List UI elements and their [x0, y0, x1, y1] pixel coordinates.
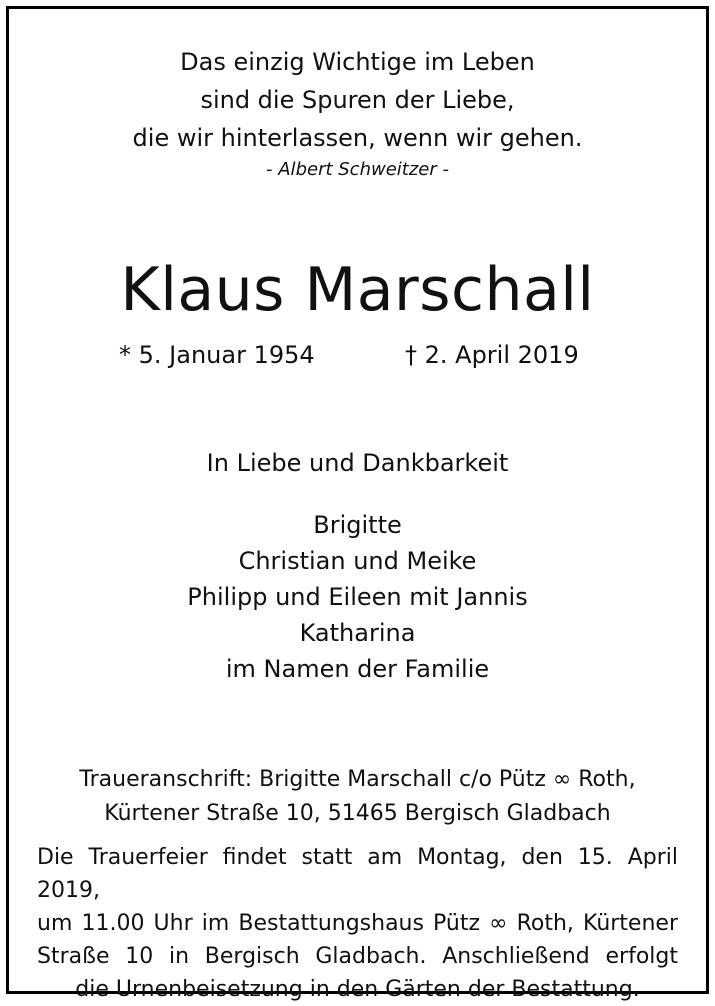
death-date: † 2. April 2019	[405, 341, 579, 369]
family-member: im Namen der Familie	[225, 655, 490, 683]
mourning-address	[9, 763, 706, 831]
quote-line: sind die Spuren der Liebe,	[200, 86, 515, 114]
family-list	[9, 507, 706, 687]
ceremony-line: Straße 10 in Bergisch Gladbach. Anschließend erfolgt	[37, 944, 678, 969]
quote-line: die wir hinterlassen, wenn wir gehen.	[132, 124, 583, 152]
address-line: Kürtener Straße 10, 51465 Bergisch Gladbach	[104, 801, 611, 826]
ceremony-line: um 11.00 Uhr im Bestattungshaus Pütz ∞ Roth, Kürtener	[37, 911, 678, 936]
family-member: Christian und Meike	[238, 547, 477, 575]
ceremony-line: Die Trauerfeier findet statt am Montag, den 15. April 2019,	[37, 845, 678, 903]
family-member: Brigitte	[313, 511, 402, 539]
quote	[9, 43, 706, 157]
family-member: Katharina	[299, 619, 416, 647]
ceremony-info	[37, 841, 678, 1006]
ceremony-line: die Urnenbeisetzung in den Gärten der Bestattung.	[75, 977, 640, 1002]
birth-date: * 5. Januar 1954	[119, 341, 315, 369]
quote-line: Das einzig Wichtige im Leben	[180, 48, 535, 76]
obituary-frame	[6, 6, 709, 1002]
address-line: Traueranschrift: Brigitte Marschall c/o Pütz ∞ Roth,	[79, 767, 636, 792]
family-member: Philipp und Eileen mit Jannis	[187, 583, 528, 611]
deceased-name: Klaus Marschall	[120, 255, 595, 325]
thanks-text: In Liebe und Dankbarkeit	[206, 449, 509, 477]
quote-author: - Albert Schweitzer -	[266, 159, 449, 180]
